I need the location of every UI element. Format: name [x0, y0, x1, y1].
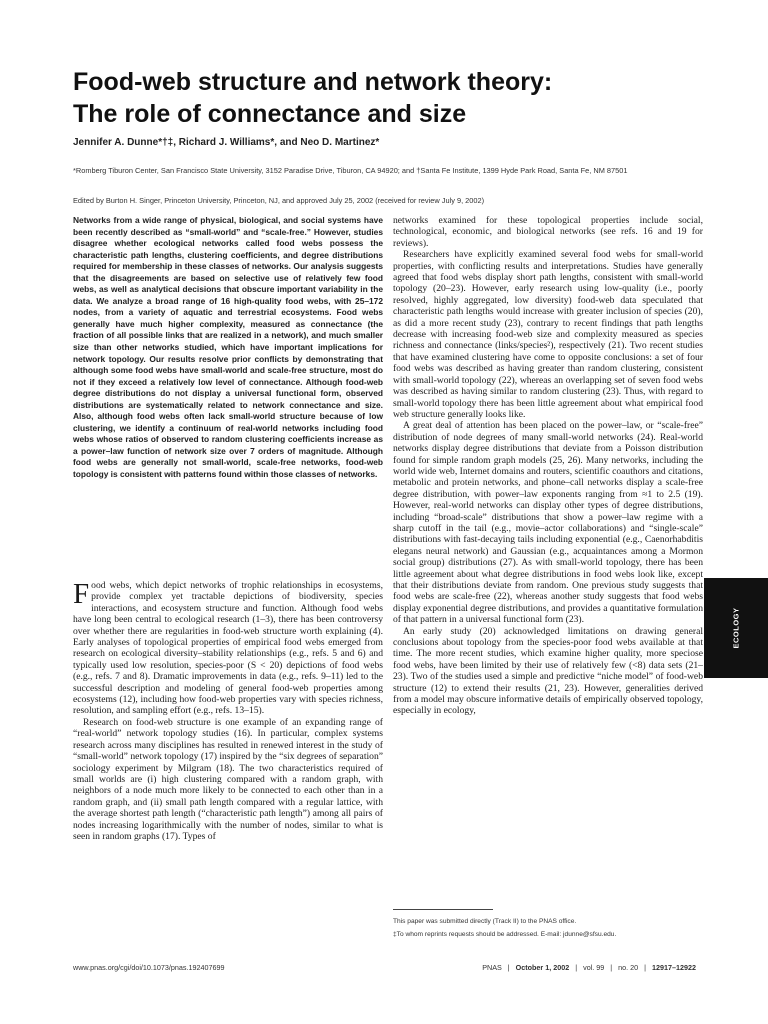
- citation-footer: PNAS | October 1, 2002 | vol. 99 | no. 20 | 12917–12922: [482, 963, 696, 972]
- footnote-divider: [393, 909, 493, 910]
- issue-date: October 1, 2002: [515, 963, 570, 972]
- affiliations: *Romberg Tiburon Center, San Francisco State University, 3152 Paradise Drive, Tiburon, CA 94920; and †Santa Fe Institute, 1399 Hyde Park Road, Santa Fe, NM 87501: [73, 166, 628, 175]
- section-tab-label: ECOLOGY: [731, 607, 741, 649]
- issue-number: no. 20: [618, 963, 639, 972]
- body-paragraph: A great deal of attention has been placed on the power–law, or “scale-free” distribution of node degrees of many small-world networks (24). Real-world networks display degree distributions that deviate from a Poisson distribution found for simple random graph models (25, 26). Many networks, including the world wide web, Internet domains and routers, scientific coauthors and citations, metabolic and protein networks, and phone–call networks display a scale-free degree distribution, with power–law exponents ranging from ≈1 to 2.5 (19). However, real-world networks can display other types of degree distributions, including “broad-scale” distributions that show a power–law regime with a sharp cutoff in the tail (e.g., movie–actor collaborations) and “single-scale” distributions with fast-decaying tails including exponential (e.g., Caenorhabditis elegans neural network) and Gaussian (e.g., acquaintances among a Mormon social group) distributions (27). As with small-world topology, there has been little agreement about what degree distributions in food webs look like, except that their distributions deviate from random. One previous study suggests that food webs are scale-free (22), whereas another study suggests that food webs display exponential degree distributions, and provides a quantitative formulation of that pattern in a universal functional form (23).: [393, 420, 703, 626]
- footnotes: [393, 915, 703, 941]
- body-column-left: [73, 580, 383, 952]
- body-paragraph: networks examined for these topological properties include social, technological, economic, and biological networks (see refs. 16 and 19 for reviews).: [393, 215, 703, 249]
- body-paragraph: Researchers have explicitly examined several food webs for small-world properties, with conflicting results and interpretations. Studies have generally agreed that food webs display short path lengths, consistent with small-world topology (20–23). However, early research using low-quality (i.e., poorly resolved, highly aggregated, low diversity) food-web data speculated that characteristic path lengths would increase with greater inclusion of species (20), as did a more recent study (23), contrary to recent findings that path lengths decrease with increasing food-web size and complexity measured as species richness and connectance (links/species²), respectively (21). Two recent studies that have examined clustering have come to opposite conclusions: a set of four food webs was described as having greater than random clustering, consistent with small-world topology (22), whereas an overlapping set of seven food webs was described as having similar to random clustering (23). Thus, with regard to small-world topology there has been little agreement about what empirical food web structure generally looks like.: [393, 249, 703, 420]
- body-paragraph: Research on food-web structure is one example of an expanding range of “real-world” network topology studies (16). In particular, complex systems research across many disciplines has resulted in renewed interest in the study of “small-world” network topology (17) inspired by the “six degrees of separation” sociology experiment by Milgram (18). The two characteristics required of small worlds are (i) high clustering compared with a random graph, with neighbors of a node much more likely to be connected to each other than in a random graph, and (ii) small path length compared with a regular lattice, with the average shortest path length (“characteristic path length”) among all pairs of nodes increasing logarithmically with the number of nodes, similar to what is seen in random graphs (17). Types of: [73, 716, 383, 842]
- footnote-correspondence: ‡To whom reprints requests should be addressed. E-mail: jdunne@sfsu.edu.: [393, 931, 617, 938]
- article-title-line-2: The role of connectance and size: [73, 100, 467, 128]
- body-column-right: [393, 215, 703, 905]
- footnote-submission: This paper was submitted directly (Track II) to the PNAS office.: [393, 918, 577, 925]
- abstract: Networks from a wide range of physical, biological, and social systems have been recently described as “small-world” and “scale-free.” However, studies disagree whether ecological networks called food webs possess the characteristic path lengths, clustering coefficients, and degree distributions required for membership in these classes of networks. Our analysis suggests that the disagreements are based on selective use of relatively few food webs, as well as analytical decisions that obscure important variability in the data. We analyze a broad range of 16 high-quality food webs, with 25–172 nodes, from a variety of aquatic and terrestrial ecosystems. Food webs generally have much higher complexity, measured as connectance (the fraction of all possible links that are realized in a network), and much smaller size than other networks studied, which have important implications for network topology. Our results resolve prior conflicts by demonstrating that although some food webs have small-world and scale-free structure, most do not if they exceed a relatively low level of connectance. Although food-web degree distributions do not display a universal functional form, observed distributions are systematically related to network connectance and size. Also, although food webs often lack small-world structure because of low clustering, we identify a continuum of real-world networks including food webs whose ratios of observed to random clustering coefficients increase as a power–law function of network size over 7 orders of magnitude. Although food webs are generally not small-world, scale-free networks, food-web topology is consistent with patterns found within those classes of networks.: [73, 215, 383, 480]
- article-title: [73, 66, 693, 130]
- doi-link[interactable]: www.pnas.org/cgi/doi/10.1073/pnas.192407699: [73, 963, 225, 972]
- section-tab: [704, 578, 768, 678]
- volume: vol. 99: [583, 963, 605, 972]
- journal-name: PNAS: [482, 963, 502, 972]
- page-range: 12917–12922: [652, 963, 696, 972]
- body-paragraph: An early study (20) acknowledged limitations on drawing general conclusions about topology from the species-poor food webs available at that time. The more recent studies, which examine higher quality, more speciose food webs, have been limited by their use of relatively few (<8) data sets (21–23). Two of the studies used a simple and predictive “niche model” of food-web structure (12) to extend their results (21, 23). However, generalities derived from a model may obscure informative details of empirically observed topology, especially in ecology,: [393, 625, 703, 717]
- editor-note: Edited by Burton H. Singer, Princeton University, Princeton, NJ, and approved July 25, 2002 (received for review July 9, 2002): [73, 196, 485, 205]
- author-list: Jennifer A. Dunne*†‡, Richard J. Williams*, and Neo D. Martinez*: [73, 137, 380, 148]
- article-title-line-1: Food-web structure and network theory:: [73, 68, 553, 96]
- body-paragraph: [73, 580, 383, 717]
- drop-cap: F: [73, 580, 90, 610]
- intro-text: ood webs, which depict networks of trophic relationships in ecosystems, provide complex yet tractable depictions of biodiversity, species interactions, and ecosystem structure and function. Although food webs have long been central to ecological research (1–3), there has been controversy over whether there are regularities in food-web structure worth explaining (4). Early analyses of topological properties of empirical food webs emerged from research on ecological diversity–stability relationships (e.g., refs. 5 and 6) and typically used low resolution, species-poor (S < 20) depictions of food webs (e.g., refs. 7 and 8). Dramatic improvements in data (e.g., refs. 9–11) led to the successful description and modeling of general food-web properties among ecosystems (12), including how food-web properties vary with species richness, resolution, and sampling effort (e.g., refs. 13–15).: [73, 580, 383, 717]
